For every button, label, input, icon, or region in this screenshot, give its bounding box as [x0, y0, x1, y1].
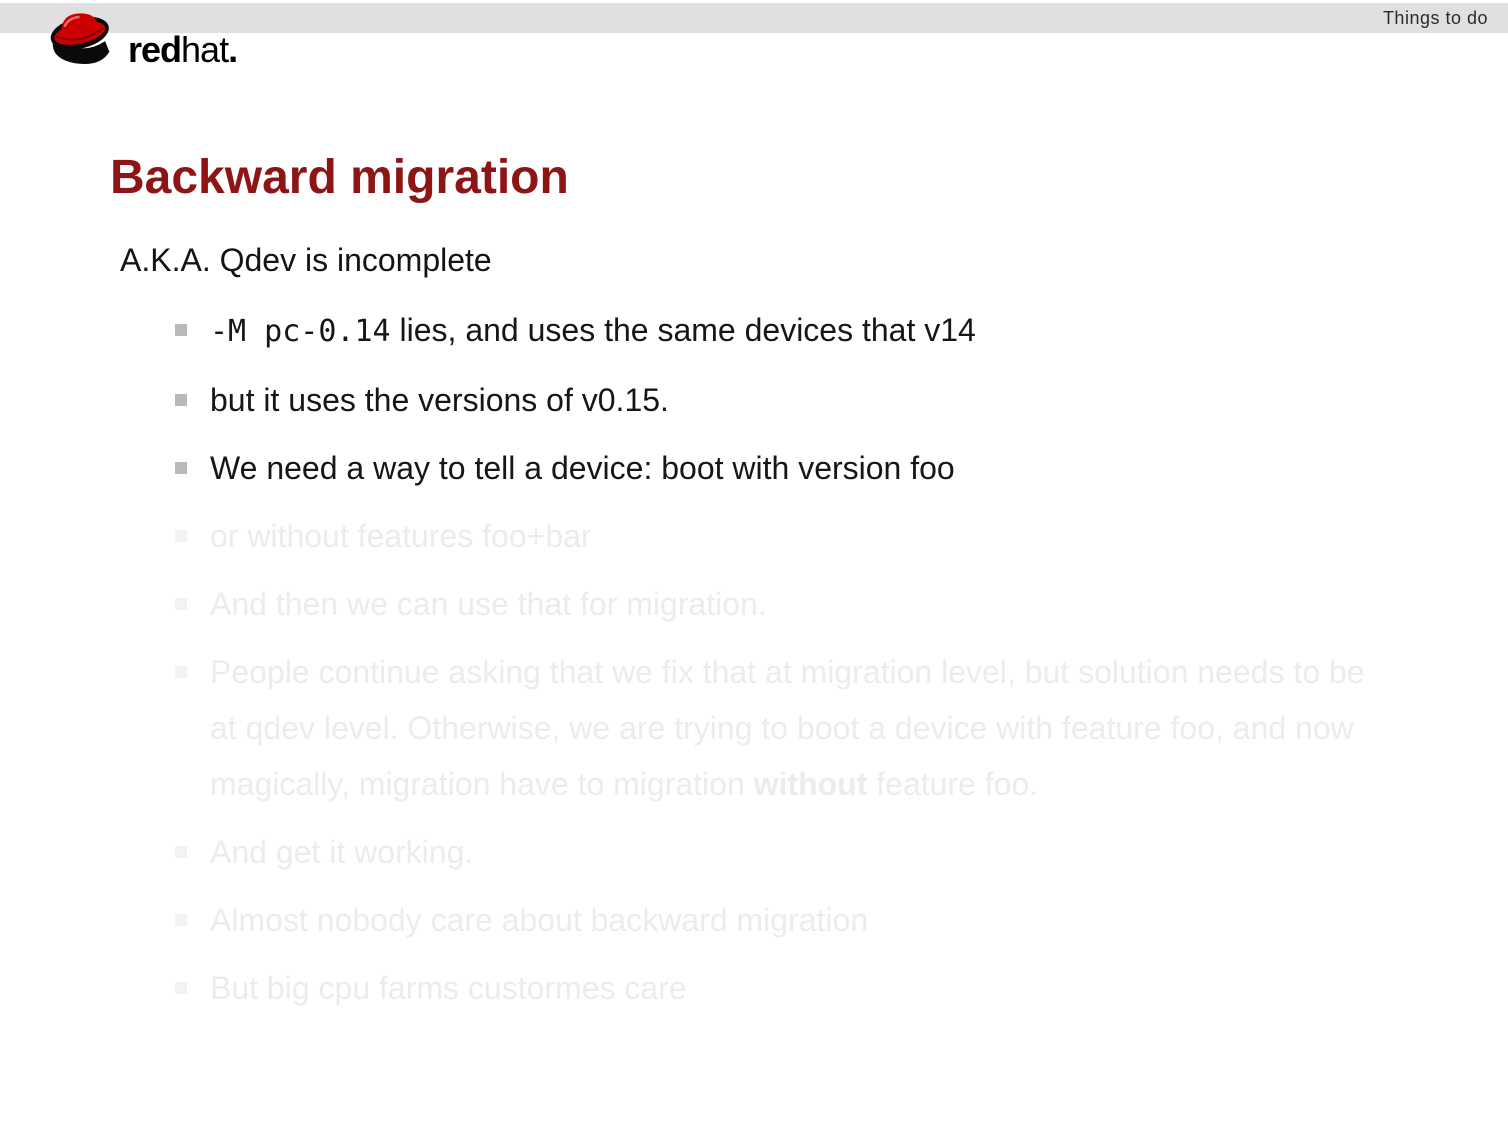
bullet-square-icon — [175, 982, 187, 994]
bullet-square-icon — [175, 462, 187, 474]
bullet-item — [175, 576, 1400, 632]
bullet-item — [175, 644, 1400, 812]
bullet-item — [175, 960, 1400, 1016]
bullet-text: People continue asking that we fix that at migration level, but solution needs to be at qdev level. Otherwise, we are trying to boot a device with feature foo, and now magically, migration have to migration without feature foo. — [210, 654, 1365, 802]
wordmark-hat: hat — [181, 29, 229, 70]
slide-title: Backward migration — [110, 151, 569, 205]
bullet-text: or without features foo+bar — [210, 518, 592, 554]
redhat-logo — [44, 2, 237, 74]
bullet-square-icon — [175, 394, 187, 406]
header-section-label: Things to do — [1382, 7, 1488, 28]
wordmark-red: red — [128, 29, 182, 70]
bullet-text: -M pc-0.14 lies, and uses the same devices that v14 — [210, 312, 976, 349]
bullet-square-icon — [175, 666, 187, 678]
bullet-square-icon — [175, 846, 187, 858]
bullet-item — [175, 892, 1400, 948]
bullet-square-icon — [175, 530, 187, 542]
slide-body — [0, 232, 1508, 1028]
bullet-square-icon — [175, 324, 187, 336]
bullet-item — [175, 508, 1400, 564]
bullet-text: Almost nobody care about backward migration — [210, 902, 869, 938]
bullet-item — [175, 824, 1400, 880]
bullet-square-icon — [175, 598, 187, 610]
bullet-square-icon — [175, 914, 187, 926]
redhat-fedora-icon — [44, 2, 118, 74]
bullet-item — [175, 302, 1400, 360]
bullet-text: But big cpu farms custormes care — [210, 970, 687, 1006]
bullet-text: We need a way to tell a device: boot with version foo — [210, 450, 955, 486]
intro-line: A.K.A. Qdev is incomplete — [120, 242, 492, 278]
bullet-item — [175, 372, 1400, 428]
wordmark-period: . — [228, 29, 238, 70]
bullet-text: And get it working. — [210, 834, 474, 870]
redhat-wordmark — [128, 29, 238, 74]
bullet-list — [0, 302, 1508, 1016]
bullet-text: but it uses the versions of v0.15. — [210, 382, 669, 418]
bullet-item — [175, 440, 1400, 496]
bullet-text: And then we can use that for migration. — [210, 586, 767, 622]
